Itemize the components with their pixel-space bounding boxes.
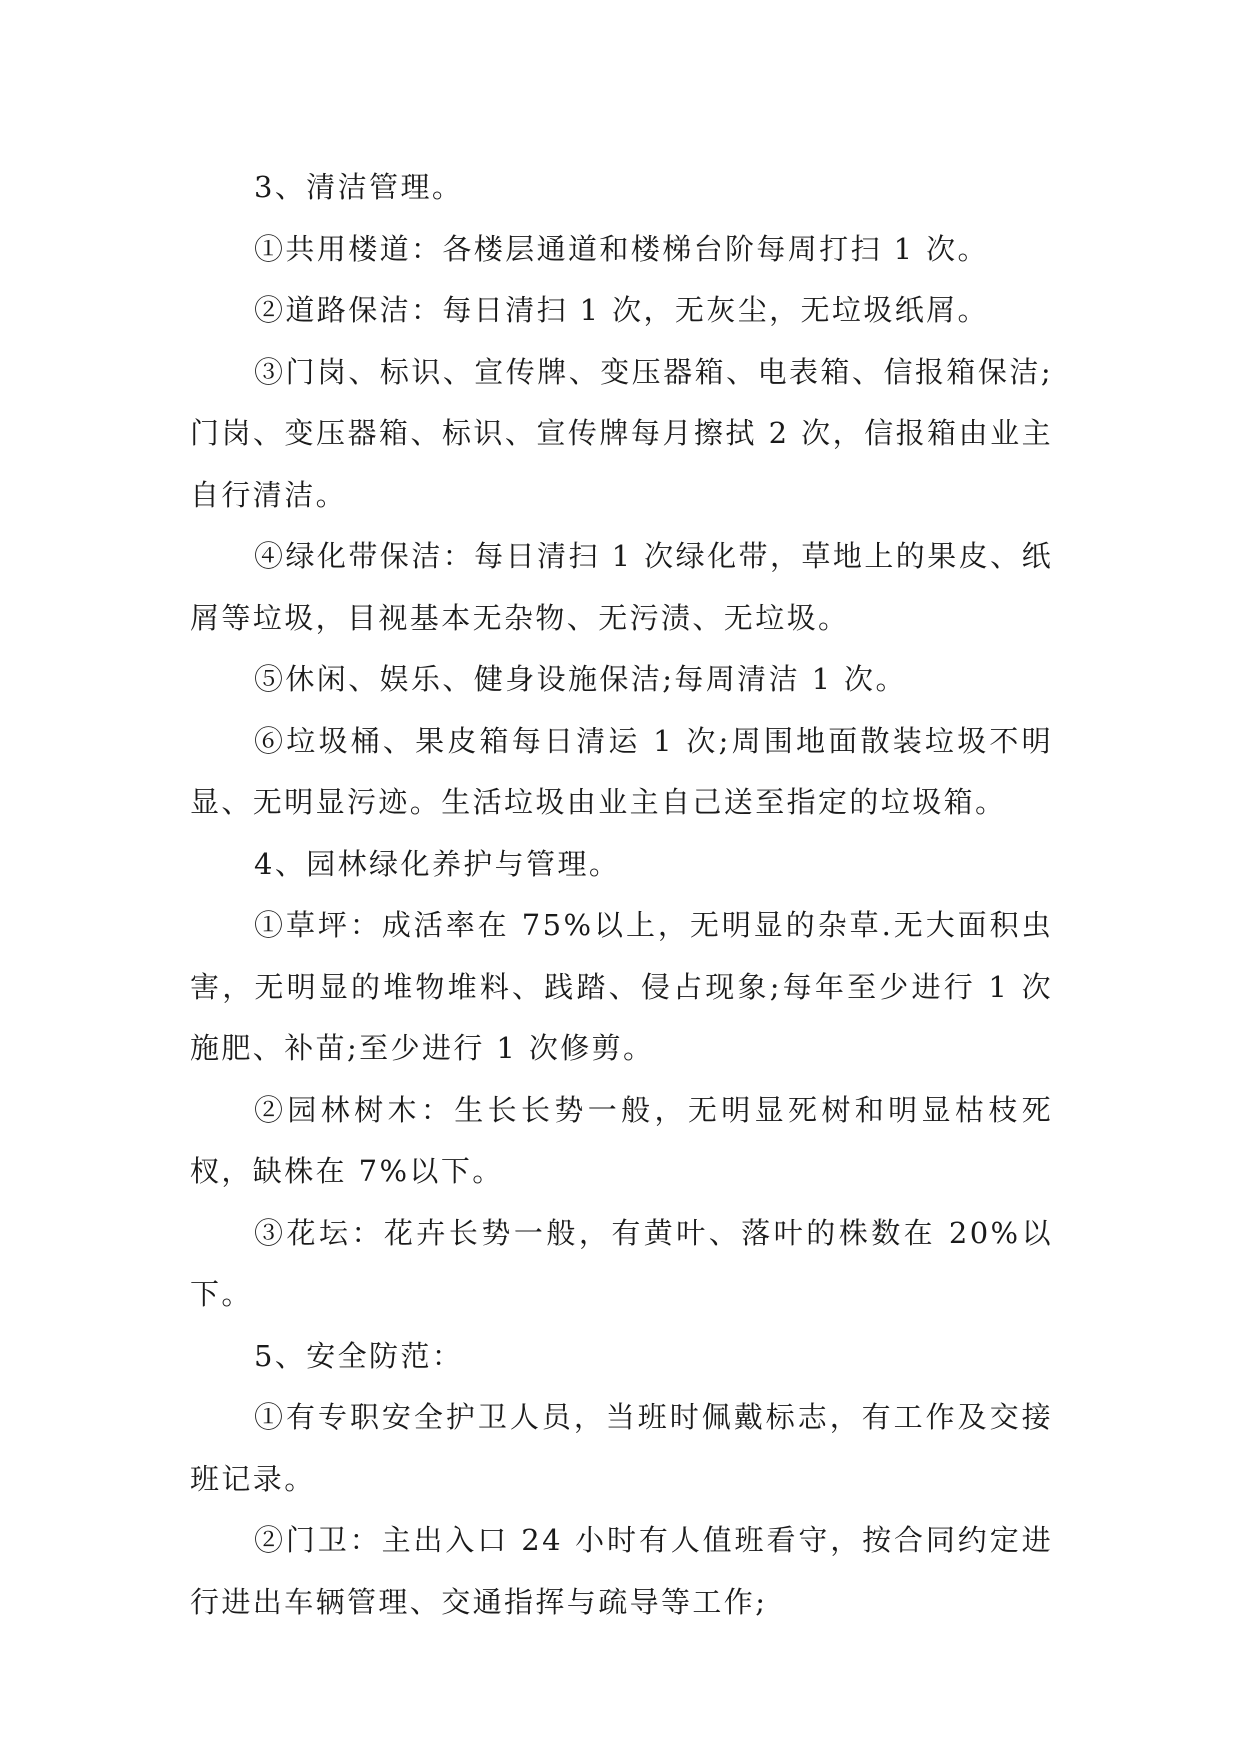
- paragraph-trees: ②园林树木：生长长势一般，无明显死树和明显枯枝死杈，缺株在 7%以下。: [190, 1092, 1053, 1188]
- paragraph-gate-signs: ③门岗、标识、宣传牌、变压器箱、电表箱、信报箱保洁;门岗、变压器箱、标识、宣传牌每月擦拭 2 次，信报箱由业主自行清洁。: [190, 354, 1053, 512]
- paragraph-facilities: ⑤休闲、娱乐、健身设施保洁;每周清洁 1 次。: [254, 662, 907, 696]
- paragraph-green-belt: ④绿化带保洁：每日清扫 1 次绿化带，草地上的果皮、纸屑等垃圾，目视基本无杂物、无污渍、无垃圾。: [190, 539, 1053, 635]
- paragraph-garbage: ⑥垃圾桶、果皮箱每日清运 1 次;周围地面散装垃圾不明显、无明显污迹。生活垃圾由业主自己送至指定的垃圾箱。: [190, 723, 1053, 819]
- paragraph-flowerbed: ③花坛：花卉长势一般，有黄叶、落叶的株数在 20%以下。: [190, 1215, 1053, 1311]
- section-heading-landscaping: 4、园林绿化养护与管理。: [254, 846, 621, 881]
- paragraph-road: ②道路保洁：每日清扫 1 次，无灰尘，无垃圾纸屑。: [254, 293, 989, 327]
- document-body: [190, 157, 1053, 1633]
- paragraph-guards: ①有专职安全护卫人员，当班时佩戴标志，有工作及交接班记录。: [190, 1400, 1053, 1496]
- paragraph-corridor: ①共用楼道：各楼层通道和楼梯台阶每周打扫 1 次。: [254, 231, 989, 266]
- paragraph-gatekeeper: ②门卫：主出入口 24 小时有人值班看守，按合同约定进行进出车辆管理、交通指挥与疏导等工作;: [190, 1523, 1053, 1619]
- section-heading-security: 5、安全防范：: [254, 1338, 464, 1373]
- paragraph-lawn: ①草坪：成活率在 75%以上，无明显的杂草.无大面积虫害，无明显的堆物堆料、践踏、侵占现象;每年至少进行 1 次施肥、补苗;至少进行 1 次修剪。: [190, 908, 1053, 1065]
- section-heading-cleaning: 3、清洁管理。: [254, 170, 464, 204]
